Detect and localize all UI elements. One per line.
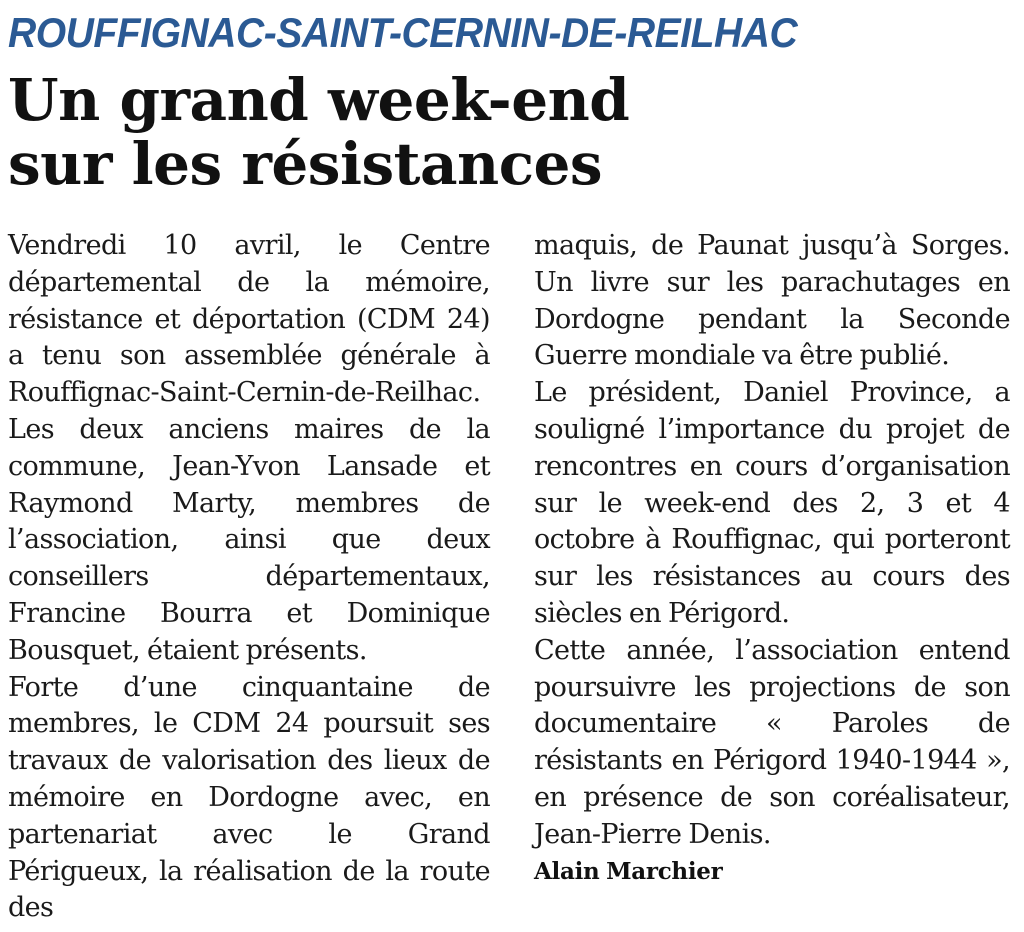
body-column-right <box>534 228 1010 927</box>
body-paragraph-4: Le président, Daniel Province, a souligné l’importance du projet de rencontres en cours d’organisation sur le week-end des 2, 3 et 4 octobre à Rouffignac, qui porteront sur les résistances au cours des siècles en Périgord. <box>534 377 1010 629</box>
body-paragraph-2: Forte d’une cinquantaine de membres, le CDM 24 poursuit ses travaux de valorisation des lieux de mémoire en Dordogne avec, en partenariat avec le Grand Périgueux, la réalisation de la route des <box>8 671 490 924</box>
article-headline <box>8 68 1010 196</box>
body-paragraph-3: maquis, de Paunat jusqu’à Sorges. Un livre sur les parachutages en Dordogne pendant la Seconde Guerre mondiale va être publié. <box>534 230 1010 372</box>
headline-line-2: sur les résistances <box>8 130 603 198</box>
body-column-left <box>8 228 490 927</box>
article-body <box>8 228 1010 927</box>
author-signature: Alain Marchier <box>534 857 723 885</box>
article-kicker: ROUFFIGNAC-SAINT-CERNIN-DE-REILHAC <box>8 9 798 56</box>
headline-line-1: Un grand week-end <box>8 66 630 134</box>
body-paragraph-5: Cette année, l’association entend poursuivre les projections de son documentaire « Paroles de résistants en Périgord 1940-1944 », en présence de son coréalisateur, Jean-Pierre Denis. <box>534 634 1010 850</box>
body-paragraph-1: Vendredi 10 avril, le Centre départemental de la mémoire, résistance et déportation (CDM 24) a tenu son assemblée générale à Rouffignac-Saint-Cernin-de-Reilhac. Les deux anciens maires de la commune, Jean-Yvon Lansade et Raymond Marty, membres de l’association, ainsi que deux conseillers départementaux, Francine Bourra et Dominique Bousquet, étaient présents. <box>8 230 490 666</box>
